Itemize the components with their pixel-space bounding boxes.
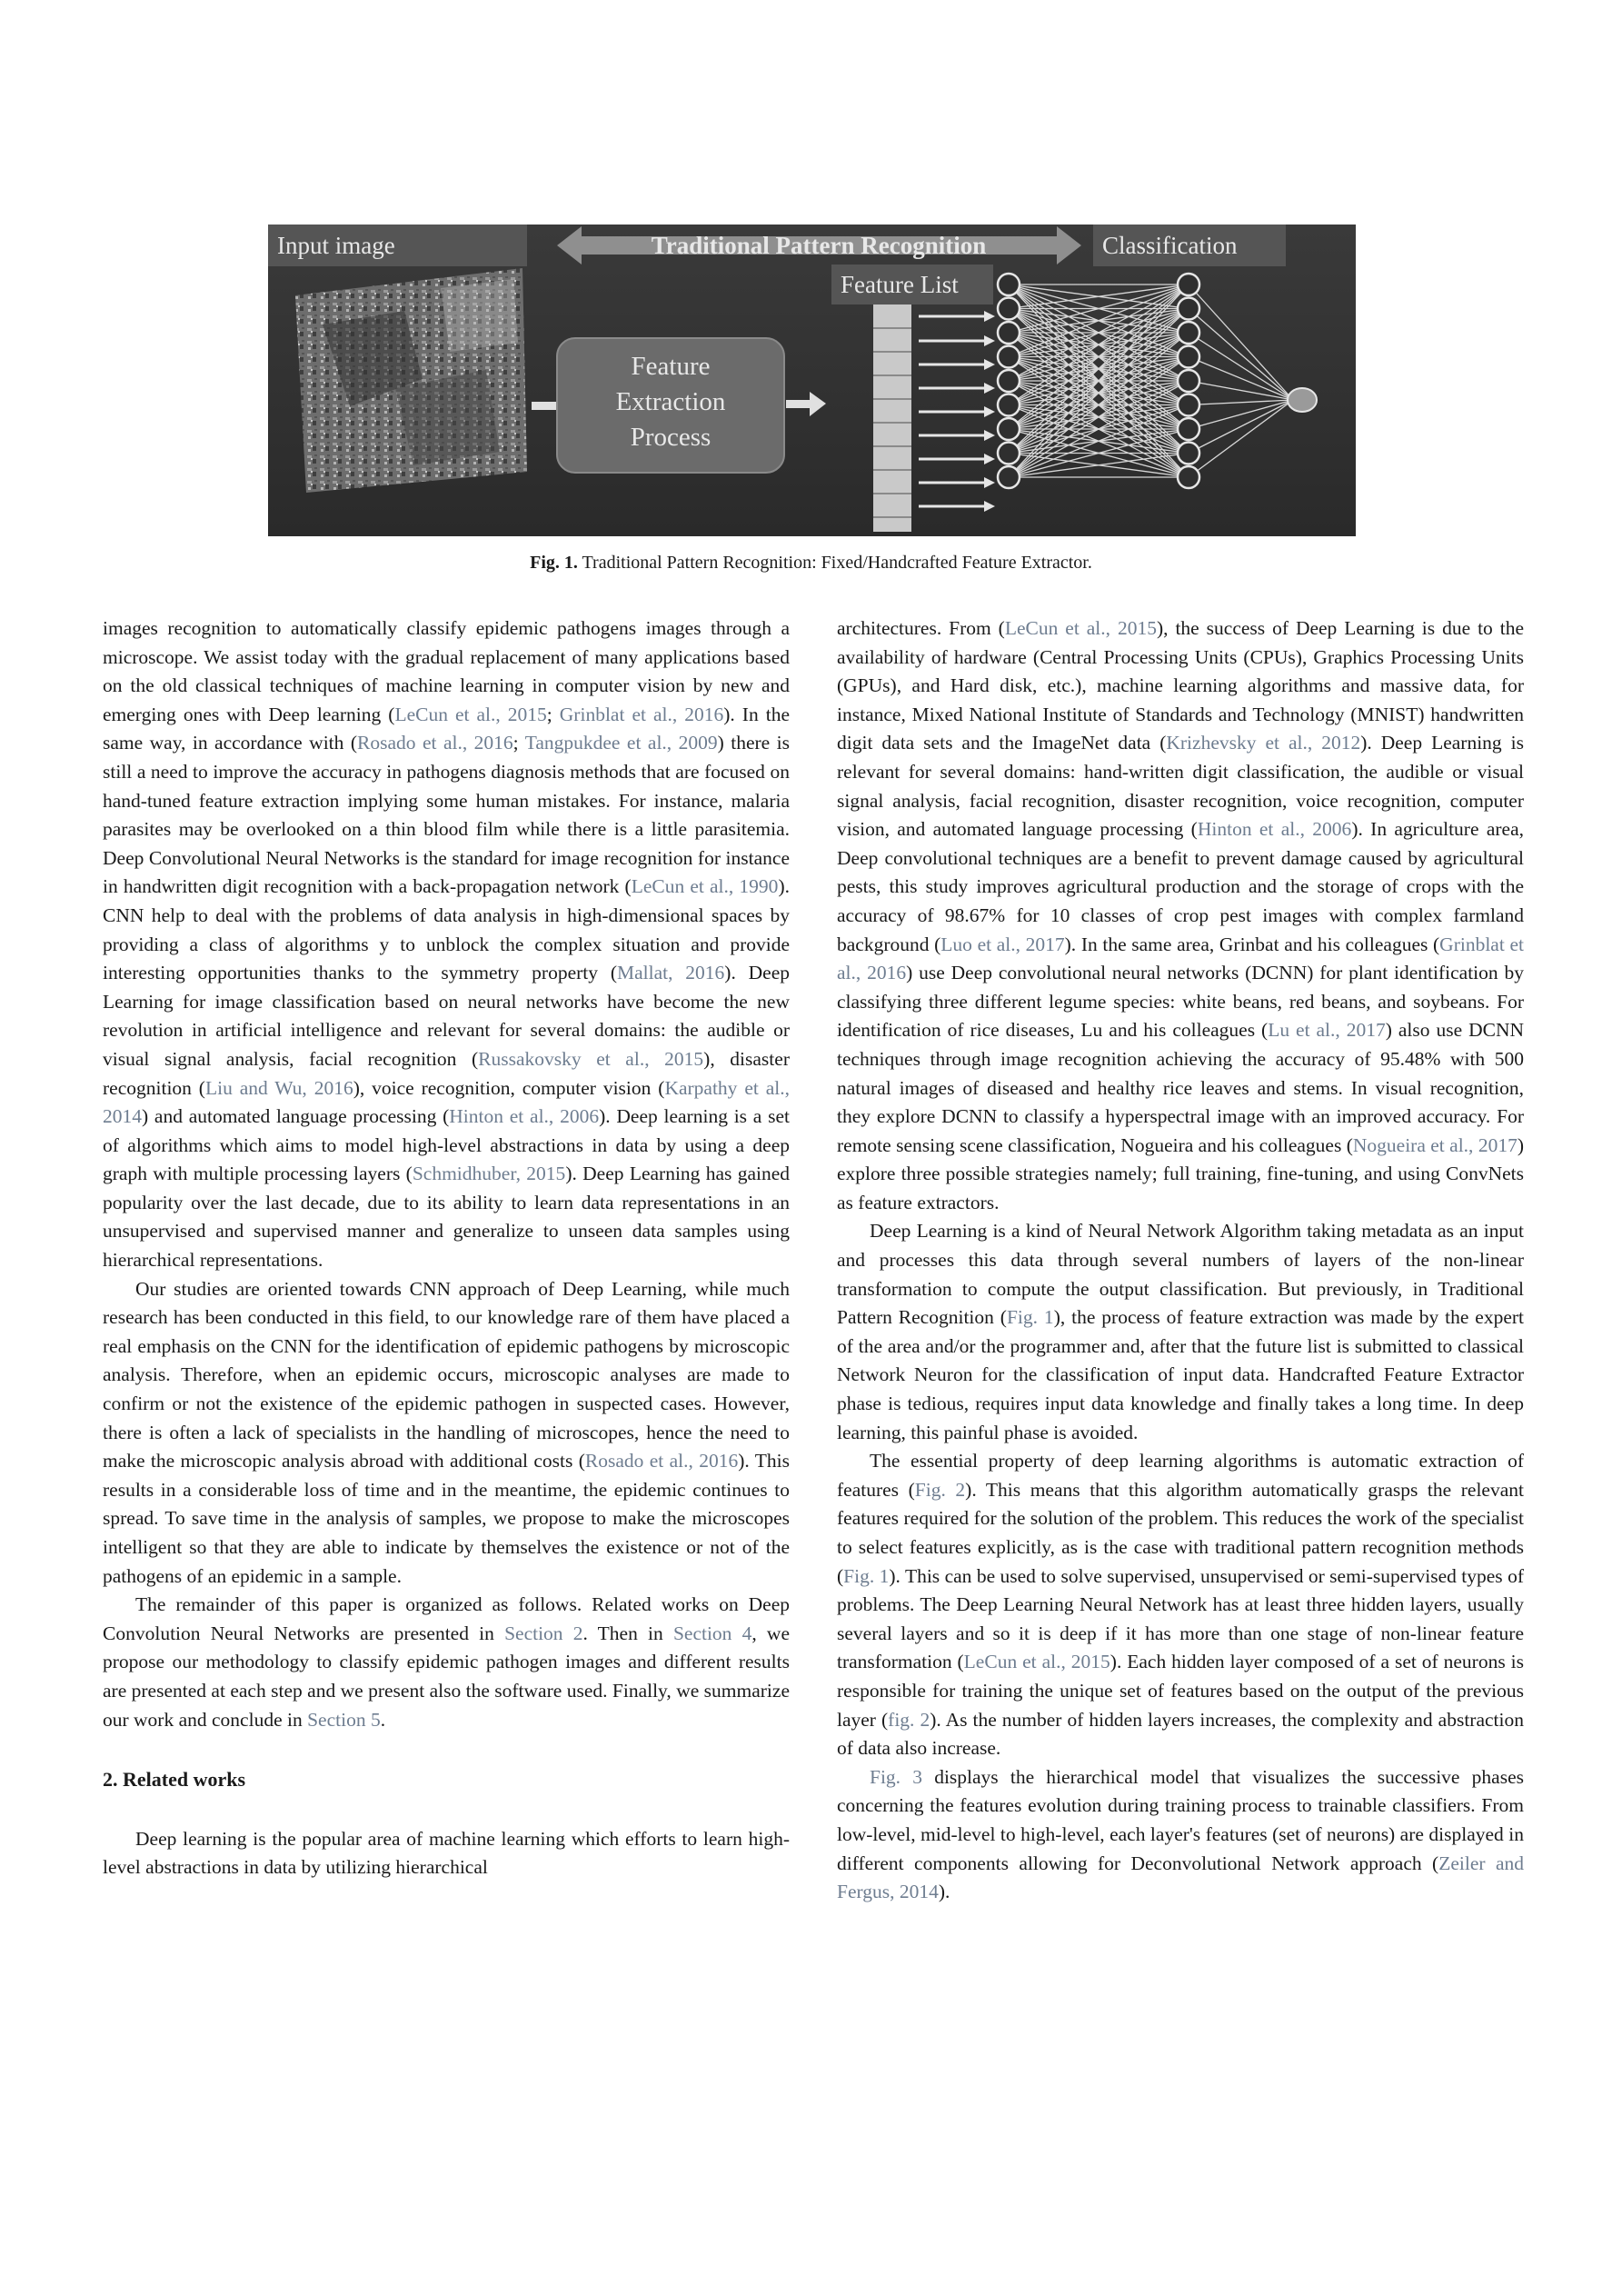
text-run: ), the success of Deep Learning is due to the availability of hardware (Central Processing Units (CPUs), Graphics Processing Units (GPUs), and Hard disk, etc.), machine learning algorithms and massive data, for instance, Mixed National Institute of Standards and Technology (MNIST) handwritten digit data sets and the ImageNet data ( [837, 617, 1524, 754]
hidden-neuron [1178, 298, 1199, 320]
citation-link[interactable]: Mallat, 2016 [616, 962, 725, 984]
feature-list-column [873, 304, 911, 532]
input-neuron [998, 298, 1020, 320]
hidden-neuron [1178, 322, 1199, 344]
citation-link[interactable]: LeCun et al., 1990 [631, 875, 779, 898]
text-run: ). As the number of hidden layers increases, the complexity and abstraction of data also increase. [837, 1708, 1524, 1760]
text-run: ). In agriculture area, Deep convolutional techniques are a benefit to prevent damage caused by agricultural pests, this study improves agricultural production and the storage of crops with the accuracy of 98.67% for 10 classes of crop pest images with complex farmland background ( [837, 818, 1524, 955]
citation-link[interactable]: LeCun et al., 2015 [1004, 617, 1157, 639]
text-run: Deep Learning is a kind of Neural Network Algorithm taking metadata as an input and processes this data through several numbers of layers of the non-linear transformation to compute the output classification. But previously, in Traditional Pattern Recognition ( [837, 1220, 1524, 1329]
text-run: ). Deep Learning has gained popularity over the last decade, due to its ability to learn data representations in an unsupervised and supervised manner and generalize to unseen data samples using hierarchical representations. [103, 1163, 791, 1272]
hidden-neuron [1178, 418, 1199, 440]
figure-1-caption [0, 553, 1622, 574]
left-paragraph-1 [103, 614, 790, 1275]
text-run: ) and automated language processing ( [142, 1105, 450, 1128]
citation-link[interactable]: Krizhevsky et al., 2012 [1166, 732, 1361, 754]
text-run: ) use Deep convolutional neural networks (DCNN) for plant identification by classifying three different legume species: white beans, red beans, and soybeans. For identification of rice diseases, Lu and his colleagues ( [837, 962, 1524, 1042]
hidden-neuron [1178, 394, 1199, 416]
left-paragraph-4 [103, 1825, 790, 1882]
input-neuron [998, 370, 1020, 392]
text-run: ; [512, 732, 525, 754]
text-run: ), voice recognition, computer vision ( [353, 1076, 665, 1099]
text-run: The essential property of deep learning algorithms is automatic extraction of features ( [837, 1450, 1524, 1501]
text-run: The remainder of this paper is organized as follows. Related works on Deep Convolution Neural Networks are presented in [103, 1593, 790, 1644]
text-run: ). Deep learning is a set of algorithms which aims to model high-level abstractions in data by using a deep graph with multiple processing layers ( [103, 1105, 790, 1185]
text-run: Our studies are oriented towards CNN approach of Deep Learning, while much research has been conducted in this field, to our knowledge rare of them have placed a real emphasis on the CNN for the identification of epidemic pathogens by microscopic analysis. Therefore, when an epidemic occurs, microscopic analyses are made to confirm or not the existence of the epidemic pathogen in suspected cases. However, there is often a lack of specialists in the handling of microscopes, hence the need to make the microscopic analysis abroad with additional costs ( [103, 1277, 790, 1472]
input-neuron [998, 443, 1020, 464]
text-run: ). This means that this algorithm automatically grasps the relevant features required for the solution of the problem. This reduces the work of the specialist to select features explicitly, as is the case with traditional pattern recognition methods ( [837, 1478, 1524, 1587]
citation-link[interactable]: Section 2 [504, 1622, 583, 1644]
input-neuron [998, 274, 1020, 295]
citation-link[interactable]: Lu et al., 2017 [1268, 1019, 1386, 1042]
text-run: images recognition to automatically classify epidemic pathogens images through a microscope. We assist today with the gradual replacement of many applications based on the old classical techniques of machine learning in computer vision by new and emerging ones with Deep learning ( [103, 617, 790, 725]
text-run: . Then in [582, 1622, 673, 1644]
text-run: ). In the same area, Grinbat and his colleagues ( [1064, 933, 1440, 955]
text-run: ). This can be used to solve supervised, unsupervised or semi-supervised types of problems. The Deep Learning Neural Network has at least three hidden layers, usually several layers and so it is deep if it has more than one stage of non-linear feature transformation ( [837, 1564, 1524, 1673]
text-run: . [380, 1708, 386, 1731]
citation-link[interactable]: Liu and Wu, 2016 [204, 1076, 353, 1099]
traditional-pattern-recognition-label: Traditional Pattern Recognition [651, 232, 987, 259]
citation-link[interactable]: Karpathy et al., 2014 [103, 1076, 790, 1128]
feature-list-label: Feature List [841, 271, 959, 298]
citation-link[interactable]: Tangpukdee et al., 2009 [524, 732, 718, 754]
text-run: ). Deep Learning is relevant for several domains: hand-written digit classification, the audible or visual signal analysis, facial recognition, disaster recognition, voice recognition, computer vision, and automated language processing ( [837, 732, 1524, 841]
citation-link[interactable]: Section 4 [672, 1622, 752, 1644]
citation-link[interactable]: Grinblat et al., 2016 [837, 933, 1524, 984]
process-line-2: Extraction [615, 387, 726, 416]
figure-1-diagram [268, 225, 1356, 536]
citation-link[interactable]: Grinblat et al., 2016 [559, 703, 724, 725]
text-run: architectures. From ( [837, 617, 1005, 639]
citation-link[interactable]: Rosado et al., 2016 [357, 732, 513, 754]
process-line-1: Feature [631, 352, 711, 381]
text-run: ). [938, 1881, 950, 1903]
citation-link[interactable]: Section 5 [307, 1708, 381, 1731]
hidden-neuron [1178, 443, 1199, 464]
citation-link[interactable]: Rosado et al., 2016 [584, 1450, 739, 1472]
hidden-neuron [1178, 370, 1199, 392]
input-satellite-image [295, 268, 527, 493]
citation-link[interactable]: Fig. 2 [914, 1478, 966, 1501]
input-image-label: Input image [277, 232, 395, 259]
figure-1 [268, 225, 1356, 536]
figure-caption-text: Traditional Pattern Recognition: Fixed/Handcrafted Feature Extractor. [577, 553, 1092, 573]
citation-link[interactable]: Schmidhuber, 2015 [412, 1163, 566, 1185]
figure-caption-number: Fig. 1. [530, 553, 578, 573]
input-neuron [998, 322, 1020, 344]
input-neuron [998, 394, 1020, 416]
right-paragraph-2 [837, 1217, 1524, 1447]
citation-link[interactable]: Fig. 1 [843, 1564, 890, 1587]
citation-link[interactable]: Zeiler and Fergus, 2014 [837, 1852, 1525, 1903]
hidden-neuron [1178, 466, 1199, 488]
text-run: ), disaster recognition ( [103, 1047, 790, 1099]
feature-arrows [919, 311, 995, 512]
text-run: ). In the same way, in accordance with ( [103, 703, 790, 754]
citation-link[interactable]: LeCun et al., 2015 [963, 1651, 1110, 1673]
citation-link[interactable]: Luo et al., 2017 [940, 933, 1065, 955]
input-neuron [998, 466, 1020, 488]
text-run: ). CNN help to deal with the problems of data analysis in high-dimensional spaces by providing a class of algorithms y to unblock the complex situation and provide interesting opportunities thanks to the symmetry property ( [103, 875, 790, 984]
citation-link[interactable]: Hinton et al., 2006 [1197, 818, 1352, 841]
left-column [103, 614, 790, 1882]
right-column [837, 614, 1524, 1907]
right-paragraph-4 [837, 1763, 1524, 1907]
output-neuron [1288, 388, 1317, 412]
text-run: Deep learning is the popular area of machine learning which efforts to learn high-level abstractions in data by utilizing hierarchical [103, 1827, 790, 1879]
input-neuron [998, 346, 1020, 368]
text-run: ) also use DCNN techniques through image recognition achieving the accuracy of 95.48% with 500 natural images of diseased and healthy rice leaves and stems. In visual recognition, they explore DCNN to classify a hyperspectral image with an improved accuracy. For remote sensing scene classification, Nogueira and his colleagues ( [837, 1019, 1525, 1156]
citation-link[interactable]: fig. 2 [888, 1708, 930, 1731]
section-heading-related-works: 2. Related works [103, 1768, 246, 1792]
citation-link[interactable]: Fig. 1 [1006, 1306, 1054, 1329]
citation-link[interactable]: Fig. 3 [870, 1765, 922, 1788]
citation-link[interactable]: Hinton et al., 2006 [449, 1105, 600, 1128]
left-paragraph-3 [103, 1591, 790, 1734]
text-run: ). This results in a considerable loss of time and in the meantime, the epidemic continues to spread. To save time in the analysis of samples, we propose to make the microscopes intelligent so that they are able to indicate by themselves the existence or not of the pathogens of an epidemic in a sample. [103, 1450, 790, 1587]
left-paragraph-2 [103, 1275, 790, 1592]
citation-link[interactable]: Nogueira et al., 2017 [1352, 1133, 1518, 1156]
right-paragraph-3 [837, 1447, 1524, 1763]
text-run: ) explore three possible strategies namely; full training, fine-tuning, and using ConvNets as feature extractors. [837, 1133, 1524, 1213]
text-run: ). Each hidden layer composed of a set of neurons is responsible for training the unique set of features based on the output of the previous layer ( [837, 1651, 1524, 1731]
right-paragraph-1 [837, 614, 1524, 1217]
process-line-3: Process [630, 423, 711, 452]
text-run: ; [546, 703, 560, 725]
hidden-neuron [1178, 274, 1199, 295]
text-run: displays the hierarchical model that visualizes the successive phases concerning the features evolution during training process to trainable classifiers. From low-level, mid-level to high-level, each layer's features (set of neurons) are displayed in different components allowing for Deconvolutional Network approach ( [837, 1765, 1524, 1874]
citation-link[interactable]: Russakovsky et al., 2015 [478, 1047, 704, 1070]
text-run: ), the process of feature extraction was made by the expert of the area and/or the programmer and, after that the future list is submitted to classical Network Neuron for the classification of input data. Handcrafted Feature Extractor phase is tedious, requires input data knowledge and finally takes a long time. In deep learning, this painful phase is avoided. [837, 1306, 1525, 1443]
citation-link[interactable]: LeCun et al., 2015 [394, 703, 547, 725]
input-neuron [998, 418, 1020, 440]
text-run: , we propose our methodology to classify epidemic pathogen images and different results are presented at each step and we present also the software used. Finally, we summarize our work and conclude in [103, 1622, 791, 1731]
text-run: ) there is still a need to improve the accuracy in pathogens diagnosis methods that are focused on hand-tuned feature extraction implying some human mistakes. For instance, malaria parasites may be overlooked on a thin blood film while there is a little parasitemia. Deep Convolutional Neural Networks is the standard for image recognition for instance in handwritten digit recognition with a back-propagation network ( [103, 732, 790, 898]
text-run: ). Deep Learning for image classification based on neural networks have become the new revolution in artificial intelligence and relevant for several domains: the audible or visual signal analysis, facial recognition ( [103, 962, 791, 1070]
hidden-neuron [1178, 346, 1199, 368]
classification-label: Classification [1102, 232, 1238, 259]
